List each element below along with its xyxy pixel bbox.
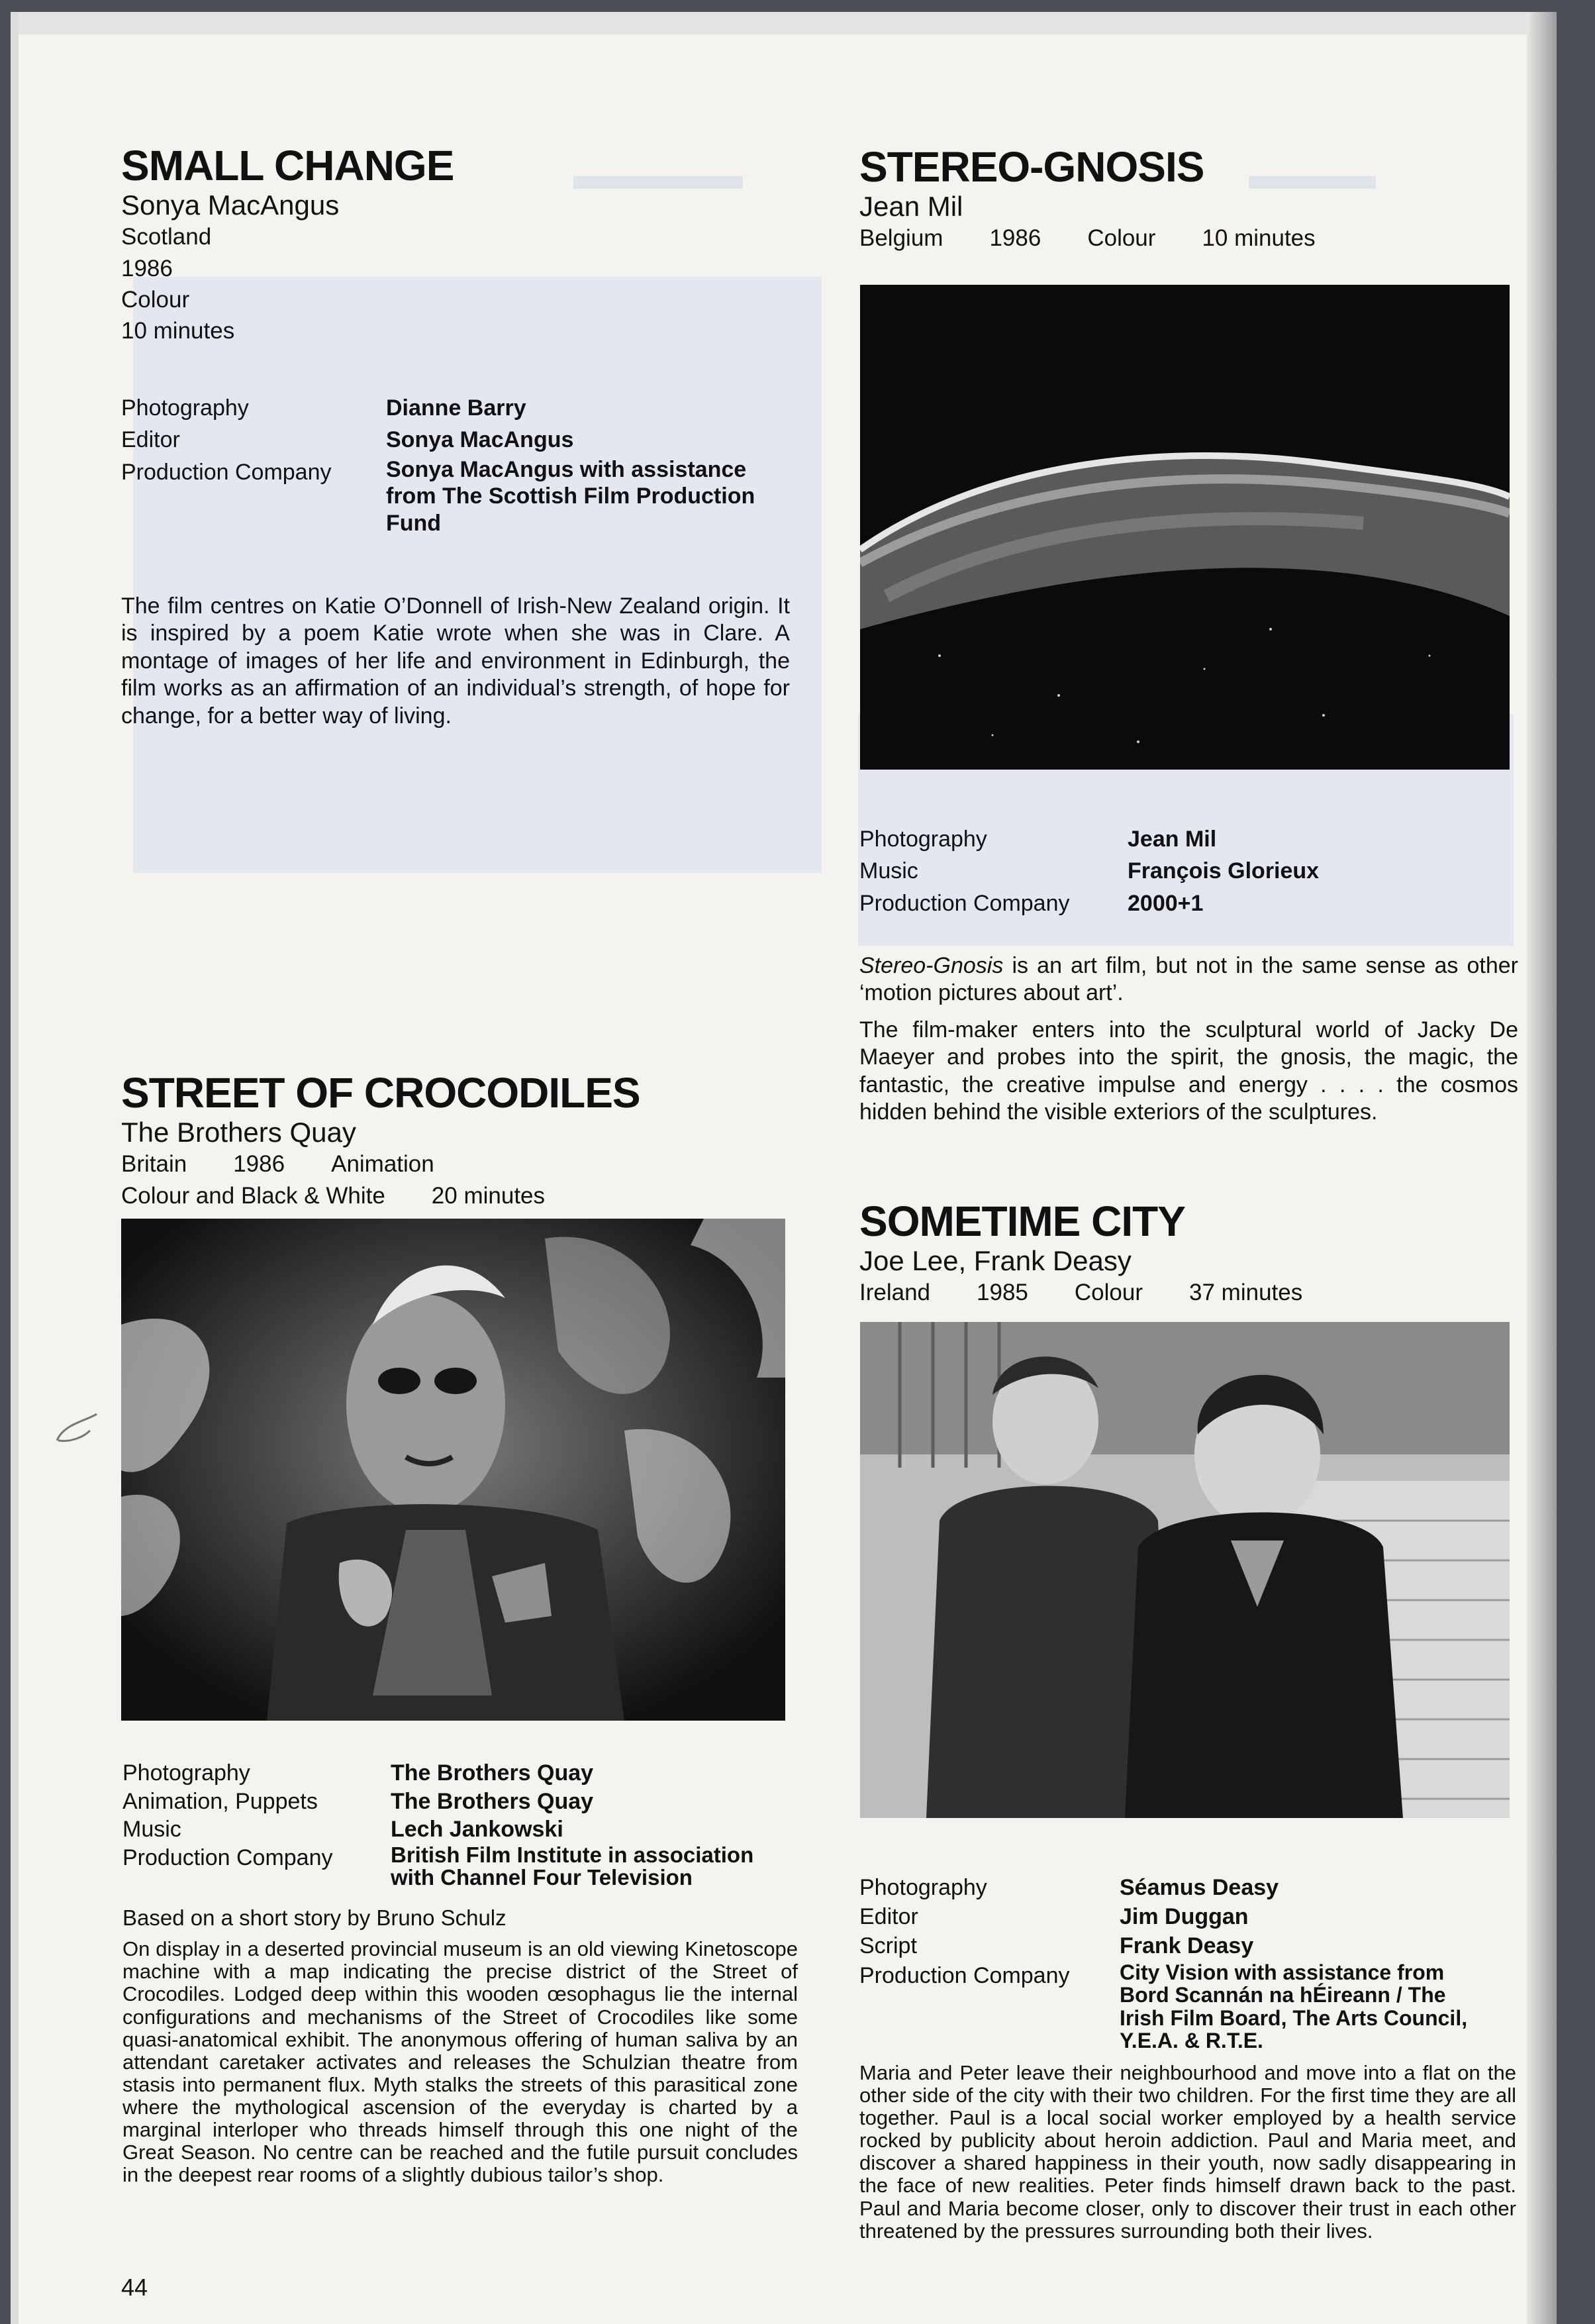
- credits-street-of-crocodiles: [122, 1759, 824, 1890]
- credit-row: [122, 1844, 824, 1890]
- synopsis-paragraph: On display in a deserted provincial museum is an old viewing Kinetoscope machine with a map indicating the precise district of the Street of Crocodiles. Lodged deep within this wooden œsophagus lie the internal configurations and mechanisms of the Street of Crocodiles like some quasi-anatomical exhibit. The anonymous offering of human saliva by an attendant caretaker activates and releases the Schulzian theatre from stasis into permanent flux. Myth stalks the streets of this parasitical zone where the mythological ascension of the everyday is charted by a marginal interloper who threads himself through this one night of the Great Season. No centre can be reached and the futile pursuit concludes in the deepest rear rooms of a slightly dubious tailor’s shop.: [122, 1937, 798, 2187]
- credit-name: City Vision with assistance from Bord Scannán na hÉireann / The Irish Film Board, The Arts Council, Y.E.A. & R.T.E.: [1120, 1960, 1468, 2053]
- film-year: 1986: [989, 225, 1041, 252]
- film-title: STEREO-GNOSIS: [859, 143, 1204, 191]
- film-country: Ireland: [859, 1280, 931, 1306]
- film-country: Britain: [121, 1151, 187, 1178]
- show-through-text: ▬▬▬▬: [573, 150, 743, 198]
- film-entry-sometime-city: [859, 1197, 1522, 1309]
- synopsis-paragraph: [859, 952, 1518, 1007]
- credit-name: Jim Duggan: [1120, 1904, 1249, 1930]
- synopsis-text: is an art film, but not in the same sense as other ‘motion pictures about art’.: [859, 953, 1518, 1006]
- credit-row: [121, 424, 823, 456]
- synopsis-small-change: [121, 593, 790, 739]
- still-stereo-gnosis: [860, 285, 1510, 770]
- credit-role: Music: [859, 858, 918, 884]
- synopsis-stereo-gnosis: [859, 952, 1518, 1136]
- credit-role: Photography: [859, 1875, 987, 1900]
- credit-name: Sonya MacAngus: [386, 427, 574, 453]
- synopsis-title-italic: Stereo-Gnosis: [859, 953, 1004, 978]
- credit-row: [859, 823, 1522, 855]
- film-country: Scotland: [121, 224, 212, 250]
- film-year: 1985: [977, 1280, 1028, 1306]
- show-through-text: ▬▬▬: [1249, 150, 1376, 198]
- film-format: Colour: [1087, 225, 1156, 252]
- credit-role: Animation, Puppets: [122, 1788, 318, 1814]
- film-length: 20 minutes: [431, 1182, 546, 1209]
- credit-role: Production Company: [859, 890, 1070, 916]
- film-length: 37 minutes: [1189, 1280, 1303, 1306]
- film-country: Belgium: [859, 225, 943, 252]
- film-director: The Brothers Quay: [121, 1117, 356, 1148]
- film-format: Colour and Black & White: [121, 1182, 385, 1209]
- credits-sometime-city: [859, 1873, 1522, 2052]
- credit-row: [859, 1902, 1522, 1931]
- page-right-edge-shadow: [1527, 12, 1557, 2324]
- sculpture-horizon-image: [860, 285, 1510, 770]
- source-note: Based on a short story by Bruno Schulz: [122, 1905, 507, 1930]
- still-street-of-crocodiles: [121, 1219, 785, 1721]
- synopsis-paragraph: The film centres on Katie O’Donnell of Irish-New Zealand origin. It is inspired by a poem Katie wrote when she was in Clare. A montage of images of her life and environment in Edinburgh, the film works as an affirmation of an individual’s strength, of hope for change, for a better way of living.: [121, 593, 790, 729]
- film-year: 1986: [233, 1151, 285, 1178]
- credit-role: Photography: [859, 827, 987, 852]
- film-format: Colour: [1074, 1280, 1143, 1306]
- film-entry-street-of-crocodiles: [121, 1069, 823, 1211]
- page-top-edge: [11, 12, 1557, 34]
- film-title: STREET OF CROCODILES: [121, 1069, 640, 1117]
- credit-name: 2000+1: [1128, 890, 1204, 916]
- film-title: SOMETIME CITY: [859, 1197, 1185, 1245]
- film-entry-small-change: [121, 144, 823, 346]
- film-length: 10 minutes: [121, 318, 235, 344]
- credit-role: Production Company: [859, 1962, 1070, 1988]
- pencil-mark: [50, 1411, 110, 1454]
- credit-role: Production Company: [122, 1844, 333, 1870]
- synopsis-sometime-city: [859, 2062, 1516, 2252]
- credit-role: Editor: [121, 427, 180, 453]
- film-genre: Animation: [331, 1151, 434, 1178]
- film-length: 10 minutes: [1202, 225, 1316, 252]
- synopsis-street-of-crocodiles: [122, 1906, 798, 2196]
- still-sometime-city: [860, 1322, 1510, 1818]
- credit-name: Jean Mil: [1128, 827, 1217, 852]
- film-director: Sonya MacAngus: [121, 189, 340, 221]
- credit-role: Music: [122, 1817, 181, 1842]
- credit-row: [121, 456, 823, 537]
- film-title: SMALL CHANGE: [121, 142, 454, 189]
- film-meta-row: [859, 1277, 1522, 1308]
- credit-name: The Brothers Quay: [391, 1788, 594, 1814]
- credit-role: Production Company: [121, 459, 332, 485]
- credit-row: [122, 1788, 824, 1816]
- film-director: Jean Mil: [859, 191, 963, 222]
- credit-role: Script: [859, 1933, 917, 1959]
- catalogue-page: [11, 12, 1557, 2324]
- credit-name: The Brothers Quay: [391, 1760, 594, 1786]
- credit-name: Dianne Barry: [386, 395, 526, 421]
- credits-small-change: [121, 392, 823, 537]
- credit-name: Frank Deasy: [1120, 1933, 1254, 1959]
- credit-row: [121, 392, 823, 424]
- credit-role: Photography: [121, 395, 249, 421]
- credit-row: [859, 855, 1522, 887]
- credit-name: British Film Institute in association with Channel Four Television: [391, 1842, 754, 1890]
- credit-row: [122, 1815, 824, 1844]
- credit-name: Lech Jankowski: [391, 1817, 563, 1842]
- page-number: 44: [121, 2274, 148, 2301]
- film-director: Joe Lee, Frank Deasy: [859, 1245, 1132, 1276]
- film-meta-row: [121, 1180, 823, 1211]
- credit-row: [122, 1759, 824, 1788]
- credits-stereo-gnosis: [859, 823, 1522, 919]
- film-meta-row: [859, 223, 1522, 254]
- credit-name: Séamus Deasy: [1120, 1875, 1279, 1900]
- film-entry-stereo-gnosis: [859, 143, 1522, 254]
- credit-role: Photography: [122, 1760, 250, 1786]
- credit-row: [859, 1873, 1522, 1902]
- film-year: 1986: [121, 255, 173, 281]
- credit-role: Editor: [859, 1904, 918, 1930]
- credit-row: [859, 1961, 1522, 2052]
- film-meta-row: [121, 1148, 823, 1180]
- credit-name: François Glorieux: [1128, 858, 1320, 884]
- synopsis-paragraph: Maria and Peter leave their neighbourhood and move into a flat on the other side of the city with their two children. For the first time they are all together. Paul is a local social worker employed by a health service rocked by publicity about heroin addiction. Paul and Maria meet, and discover a shared happiness in their youth, now sadly disappearing in the face of new realities. Peter finds himself drawn back to the past. Paul and Maria become closer, only to discover their trust in each other threatened by the pressures surrounding both their lives.: [859, 2061, 1516, 2243]
- two-men-image: [860, 1322, 1510, 1818]
- credit-row: [859, 1931, 1522, 1960]
- credit-row: [859, 887, 1522, 919]
- film-format: Colour: [121, 286, 190, 313]
- page-gutter: [11, 12, 19, 2324]
- synopsis-paragraph: The film-maker enters into the sculptural world of Jacky De Maeyer and probes into the spirit, the gnosis, the magic, the fantastic, the creative impulse and energy . . . . the cosmos hidden behind the visible exteriors of the sculptures.: [859, 1017, 1518, 1125]
- puppet-still-image: [121, 1219, 785, 1721]
- show-through-panel: [133, 277, 822, 873]
- credit-name: Sonya MacAngus with assistance from The Scottish Film Production Fund: [386, 456, 755, 536]
